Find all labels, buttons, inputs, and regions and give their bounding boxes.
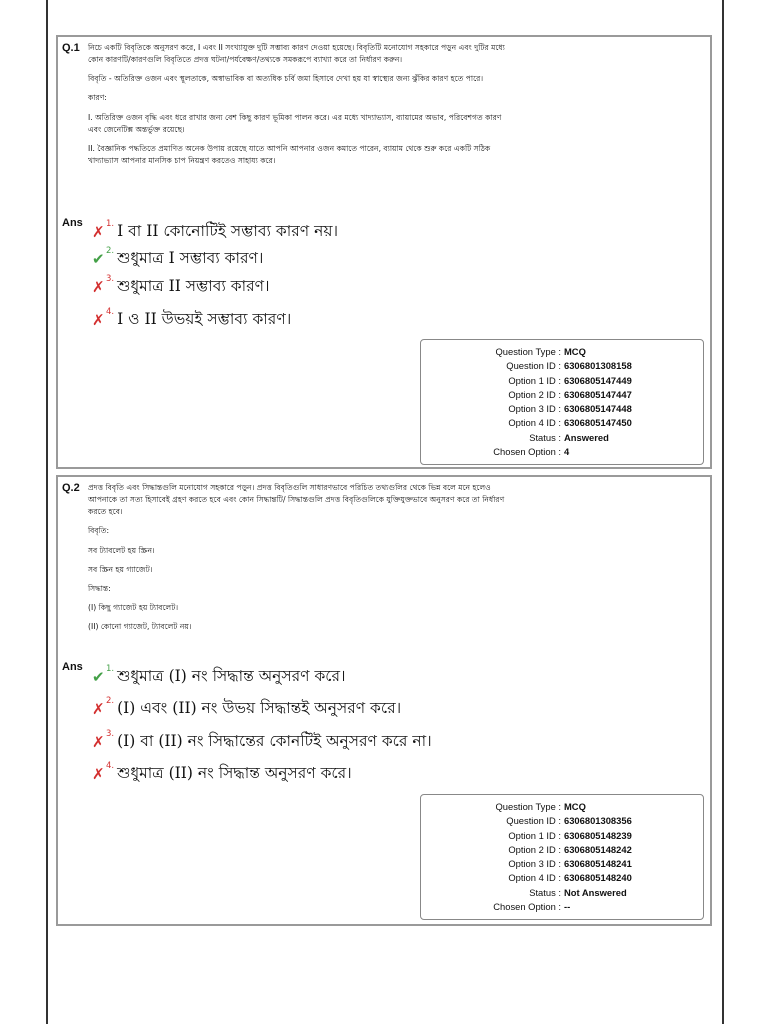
option-1 (92, 664, 346, 688)
meta-row (421, 431, 703, 445)
meta-row (421, 900, 703, 914)
cross-icon: ✗ (92, 278, 105, 296)
question-paragraph: সব ট্যাবলেট হয় স্ক্রিন। (88, 545, 155, 555)
question-text (88, 482, 508, 640)
meta-row (421, 829, 703, 843)
page-left-rule (46, 0, 48, 1024)
question-paragraph: (I) কিছু গ্যাজেট হয় ট্যাবলেট। (88, 602, 179, 612)
option-text: (I) এবং (II) নং উভয় সিদ্ধান্তই অনুসরণ করে। (117, 699, 402, 717)
option-number: 2. (106, 246, 115, 256)
meta-value: 6306805148239 (564, 829, 632, 841)
meta-value: 6306805148241 (564, 858, 632, 870)
option-number: 4. (106, 307, 115, 317)
answer-label: Ans (62, 217, 83, 229)
meta-value: 4 (564, 446, 570, 458)
meta-label: Option 4 ID : (508, 417, 561, 429)
page-right-rule (722, 0, 724, 1024)
cross-icon: ✗ (92, 223, 105, 241)
check-icon: ✔ (92, 668, 105, 686)
question-paragraph: সব স্ক্রিন হয় গ্যাজেট। (88, 564, 153, 574)
option-text: শুধুমাত্র II সম্ভাব্য কারণ। (117, 277, 270, 295)
option-2 (92, 696, 401, 720)
meta-row (421, 416, 703, 430)
meta-value: Answered (564, 431, 609, 443)
meta-value: 6306805147447 (564, 388, 632, 400)
question-block-1 (56, 35, 712, 469)
meta-label: Question Type : (495, 801, 561, 812)
meta-row (421, 359, 703, 373)
option-4 (92, 307, 291, 331)
option-number: 3. (106, 729, 115, 739)
question-paragraph: বিবৃতি: (88, 526, 110, 536)
option-1 (92, 219, 338, 243)
question-paragraph: কারণ: (88, 93, 107, 103)
meta-row (421, 886, 703, 900)
answer-label: Ans (62, 661, 83, 673)
meta-row (421, 800, 703, 814)
meta-label: Option 2 ID : (508, 843, 561, 855)
meta-label: Option 4 ID : (508, 872, 561, 884)
cross-icon: ✗ (92, 765, 105, 783)
meta-label: Status : (529, 886, 561, 898)
meta-label: Chosen Option : (493, 901, 561, 913)
option-text: শুধুমাত্র I সম্ভাব্য কারণ। (117, 249, 264, 267)
meta-label: Option 3 ID : (508, 403, 561, 415)
question-meta-panel (420, 794, 704, 920)
option-3 (92, 729, 432, 753)
meta-label: Status : (529, 431, 561, 443)
option-4 (92, 761, 352, 785)
meta-value: 6306805147448 (564, 403, 632, 415)
option-number: 3. (106, 274, 115, 284)
option-text: শুধুমাত্র (II) নং সিদ্ধান্ত অনুসরণ করে। (117, 764, 352, 782)
meta-value: MCQ (564, 801, 586, 812)
meta-label: Question ID : (506, 815, 561, 827)
option-number: 1. (106, 219, 115, 229)
option-2 (92, 246, 263, 270)
meta-value: 6306805147449 (564, 374, 632, 386)
question-text (88, 42, 508, 174)
option-text: I বা II কোনোটিই সম্ভাব্য কারণ নয়। (117, 222, 338, 240)
meta-value: 6306801308158 (564, 360, 632, 372)
question-paragraph: বিবৃতি - অতিরিক্ত ওজন এবং স্থূলতাকে, অস্বাভাবিক বা অত্যধিক চর্বি জমা হিসাবে দেখা হয় যা স্বাস্থ্যের জন্য ঝুঁকির কারণ হতে পারে। (88, 74, 484, 84)
meta-value: Not Answered (564, 886, 627, 898)
meta-row (421, 445, 703, 459)
meta-value: 6306805148242 (564, 843, 632, 855)
meta-label: Option 1 ID : (508, 829, 561, 841)
question-paragraph: II. বৈজ্ঞানিক পদ্ধতিতে প্রমাণিত অনেক উপায় রয়েছে যাতে আপনি আপনার ওজন কমাতে পারেন, ব্যায়াম থেকে শুরু করে একটি সঠিক খাদ্যাভ্যাস আপনার মানসিক চাপ নিয়ন্ত্রণ করতেও সাহায্য করে। (88, 143, 491, 165)
meta-row (421, 871, 703, 885)
meta-row (421, 402, 703, 416)
question-block-2 (56, 475, 712, 926)
option-number: 4. (106, 761, 115, 771)
option-text: শুধুমাত্র (I) নং সিদ্ধান্ত অনুসরণ করে। (117, 667, 346, 685)
meta-label: Chosen Option : (493, 446, 561, 458)
option-number: 1. (106, 664, 115, 674)
option-number: 2. (106, 696, 115, 706)
meta-label: Option 2 ID : (508, 388, 561, 400)
meta-label: Question Type : (495, 346, 561, 357)
option-3 (92, 274, 270, 298)
meta-label: Option 1 ID : (508, 374, 561, 386)
meta-label: Option 3 ID : (508, 858, 561, 870)
meta-value: 6306801308356 (564, 815, 632, 827)
question-paragraph: I. অতিরিক্ত ওজন বৃদ্ধি এবং ধরে রাখার জন্য বেশ কিছু কারণ ভূমিকা পালন করে। এর মধ্যে খাদ্যাভ্যাস, ব্যায়ামের অভাব, পরিবেশগত কারণ এবং জেনেটিক্স অন্তর্ভুক্ত রয়েছে। (88, 112, 502, 134)
meta-value: -- (564, 901, 571, 913)
question-meta-panel (420, 339, 704, 465)
meta-row (421, 374, 703, 388)
meta-value: MCQ (564, 346, 586, 357)
meta-row (421, 388, 703, 402)
meta-row (421, 843, 703, 857)
option-text: I ও II উভয়ই সম্ভাব্য কারণ। (117, 310, 292, 328)
meta-value: 6306805147450 (564, 417, 632, 429)
cross-icon: ✗ (92, 311, 105, 329)
cross-icon: ✗ (92, 733, 105, 751)
question-paragraph: সিদ্ধান্ত: (88, 583, 111, 593)
question-paragraph: নিচে একটি বিবৃতিকে অনুসরণ করে, I এবং II সংখ্যাযুক্ত দুটি সম্ভাব্য কারণ দেওয়া হয়েছে। বিবৃতিটি মনোযোগ সহকারে পড়ুন এবং দুটির মধ্যে কোন কারণটি/কারণগুলি বিবৃতিতে প্রদত্ত ঘটনা/পর্যবেক্ষণ/তথ্যকে সমকরূপে ব্যাখ্যা করে তা নির্ধারণ করুন। (88, 43, 505, 65)
meta-value: 6306805148240 (564, 872, 632, 884)
cross-icon: ✗ (92, 700, 105, 718)
meta-row (421, 814, 703, 828)
meta-row (421, 857, 703, 871)
question-paragraph: (II) কোনো গ্যাজেট, ট্যাবলেট নয়। (88, 622, 192, 632)
check-icon: ✔ (92, 250, 105, 268)
option-text: (I) বা (II) নং সিদ্ধান্তের কোনটিই অনুসরণ করে না। (117, 732, 432, 750)
meta-label: Question ID : (506, 360, 561, 372)
question-paragraph: প্রদত্ত বিবৃতি এবং সিদ্ধান্তগুলি মনোযোগ সহকারে পড়ুন। প্রদত্ত বিবৃতিগুলি সাধারণভাবে পরিচিত তথ্যগুলির থেকে ভিন্ন বলে মনে হলেও আপনাকে তা সত্য হিসাবেই গ্রহণ করতে হবে এবং কোন সিদ্ধান্তটি/ সিদ্ধান্তগুলি প্রদত্ত বিবৃতিগুলিকে যুক্তিযুক্তভাবে অনুসরণ করে তা নির্ধারণ করতে হবে। (88, 483, 505, 517)
question-number: Q.2 (62, 482, 80, 494)
meta-row (421, 345, 703, 359)
question-number: Q.1 (62, 42, 80, 54)
